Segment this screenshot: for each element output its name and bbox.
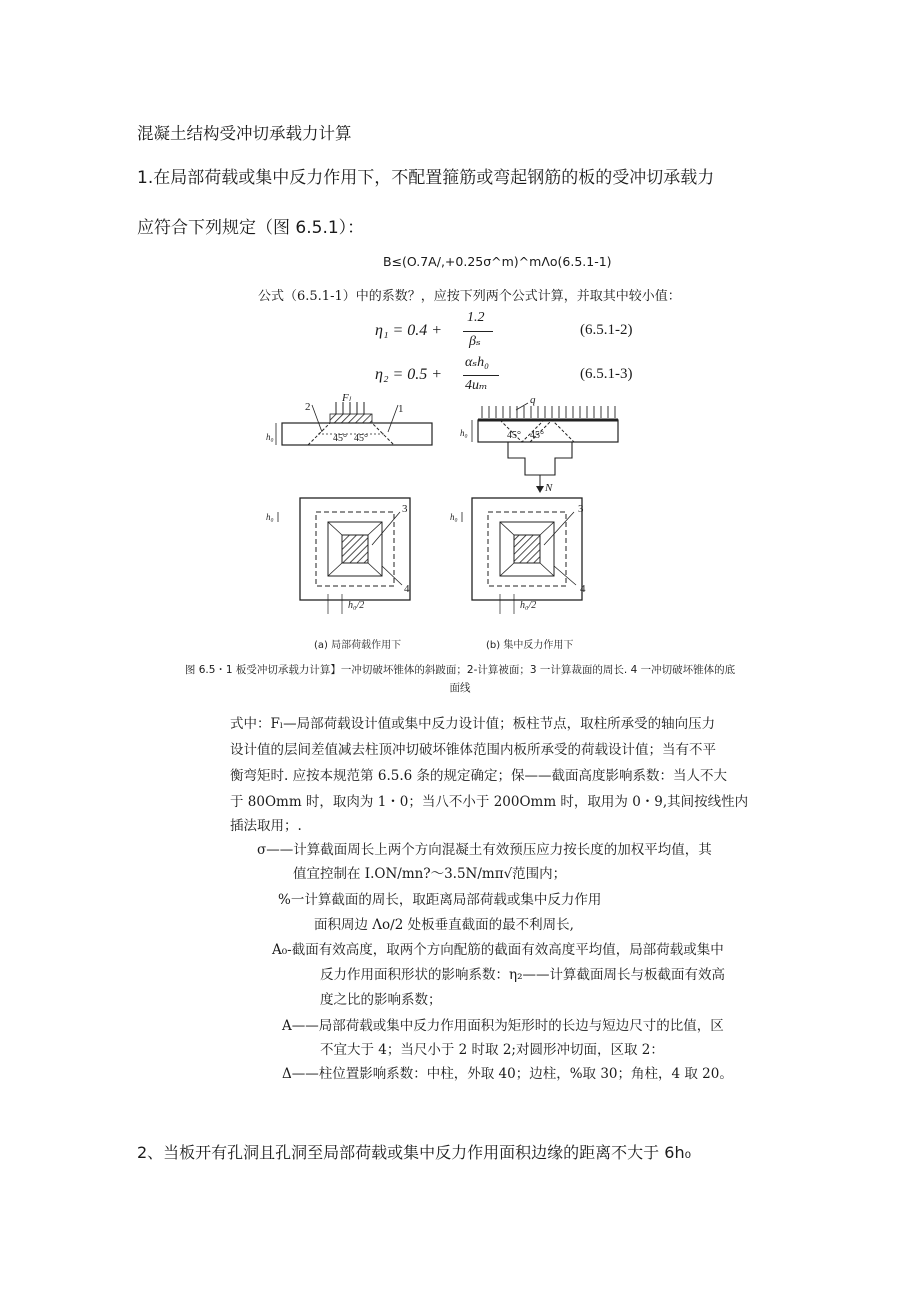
paragraph-1-line-2: 应符合下列规定（图 6.5.1）： — [137, 218, 365, 238]
figure-a-elevation — [266, 392, 432, 445]
label-h0-over-2-a: h₀/2 — [348, 600, 365, 611]
def-line-8: %一计算截面的周长，取距离局部荷载或集中反力作用 — [278, 892, 602, 908]
formula-main: B≤(O.7A/,+0.25σ^m)^mΛo(6.5.1-1) — [383, 254, 612, 269]
label-3-b: 3 — [578, 503, 584, 515]
def-line-4: 于 80Omm 时，取肉为 1・0；当八不小于 200Omm 时，取用为 0・9,其间按线性内 — [230, 794, 749, 810]
angle-a-right: 45° — [354, 433, 368, 444]
label-q: q — [530, 394, 536, 406]
caption-line-2: 面线 — [449, 682, 471, 694]
label-1-a: 1 — [398, 403, 404, 415]
def-line-15: Δ——柱位置影响系数：中柱，外取 40；边柱，%取 30；角柱，4 取 20。 — [282, 1066, 733, 1082]
label-h0-over-2-b: h₀/2 — [520, 600, 537, 611]
coefficient-intro: 公式（6.5.1-1）中的系数？，应按下列两个公式计算，并取其中较小值： — [258, 289, 681, 304]
eq3-lhs: η₂ = 0.5 + — [375, 366, 443, 383]
paragraph-1-line-1: 1.在局部荷载或集中反力作用下，不配置箍筋或弯起钢筋的板的受冲切承载力 — [137, 168, 715, 188]
paragraph-2: 2、当板开有孔洞且孔洞至局部荷载或集中反力作用面积边缘的距离不大于 6h₀ — [137, 1143, 692, 1162]
doc-title: 混凝土结构受冲切承载力计算 — [137, 124, 352, 143]
label-h0-b: h₀ — [460, 428, 468, 438]
def-line-2: 设计值的层间差值减去柱顶冲切破坏锥体范围内板所承受的荷载设计值；当有不平 — [230, 742, 716, 758]
eq3-denominator: 4uₘ — [465, 378, 488, 393]
angle-b-right: 45° — [530, 430, 544, 441]
label-2-a: 2 — [305, 401, 311, 413]
eq2-number: (6.5.1-2) — [580, 322, 633, 338]
label-h0-2-a: h₀ — [266, 512, 274, 522]
def-line-3: 衡弯矩时. 应按本规范第 6.5.6 条的规定确定；保——截面高度影响系数：当人不大 — [230, 768, 728, 784]
figure-b-elevation — [460, 394, 618, 494]
def-line-12: 度之比的影响系数； — [320, 992, 442, 1008]
def-line-10: A₀-截面有效高度，取两个方向配筋的截面有效高度平均值，局部荷载或集中 — [272, 942, 724, 958]
def-line-11: 反力作用面积形状的影响系数：η₂——计算截面周长与板截面有效高 — [320, 967, 725, 983]
figure-b-plan — [450, 498, 586, 614]
figure-caption — [140, 661, 780, 697]
angle-a-left: 45° — [333, 433, 347, 444]
label-h0-a: h₀ — [266, 432, 274, 442]
def-line-14: 不宜大于 4；当尺小于 2 时取 2;对圆形冲切面，区取 2： — [320, 1042, 664, 1058]
def-line-13: A——局部荷载或集中反力作用面积为矩形时的长边与短边尺寸的比值，区 — [282, 1018, 724, 1034]
angle-b-left: 45° — [507, 430, 521, 441]
def-line-1: 式中：Fₗ—局部荷载设计值或集中反力设计值；板柱节点，取柱所承受的轴向压力 — [230, 716, 716, 732]
def-line-7: 值宜控制在 I.ON/mn?～3.5N/mπ√范围内； — [293, 866, 567, 882]
eq2-lhs: η₁ = 0.4 + — [375, 322, 443, 339]
figure-b-label: (b) 集中反力作用下 — [486, 640, 574, 651]
label-3-a: 3 — [402, 503, 408, 515]
label-4-a: 4 — [404, 583, 410, 595]
label-Fl: Fₗ — [342, 392, 351, 404]
label-N: N — [545, 482, 553, 494]
def-line-9: 面积周边 Λo∕2 处板垂直截面的最不利周长, — [314, 917, 574, 933]
eq2-numerator: 1.2 — [467, 310, 485, 325]
figure-a-plan — [266, 498, 410, 614]
eq3-numerator: αₛh₀ — [465, 355, 489, 370]
eq2-denominator: βₛ — [469, 334, 481, 349]
caption-line-1: 图 6.5・1 板受冲切承载力计算】一冲切破坏锥体的斜跛面；2-计算被面；3 一计算裁面的周长. 4 一冲切破坏锥体的底 — [184, 664, 736, 676]
figure-a-label: (a) 局部荷载作用下 — [314, 640, 402, 651]
eq3-number: (6.5.1-3) — [580, 366, 633, 382]
def-line-5: 插法取用；. — [230, 818, 302, 834]
label-h0-2-b: h₀ — [450, 512, 458, 522]
def-line-6: σ——计算截面周长上两个方向混凝土有效预压应力按长度的加权平均值，其 — [257, 842, 712, 858]
label-4-b: 4 — [580, 583, 586, 595]
